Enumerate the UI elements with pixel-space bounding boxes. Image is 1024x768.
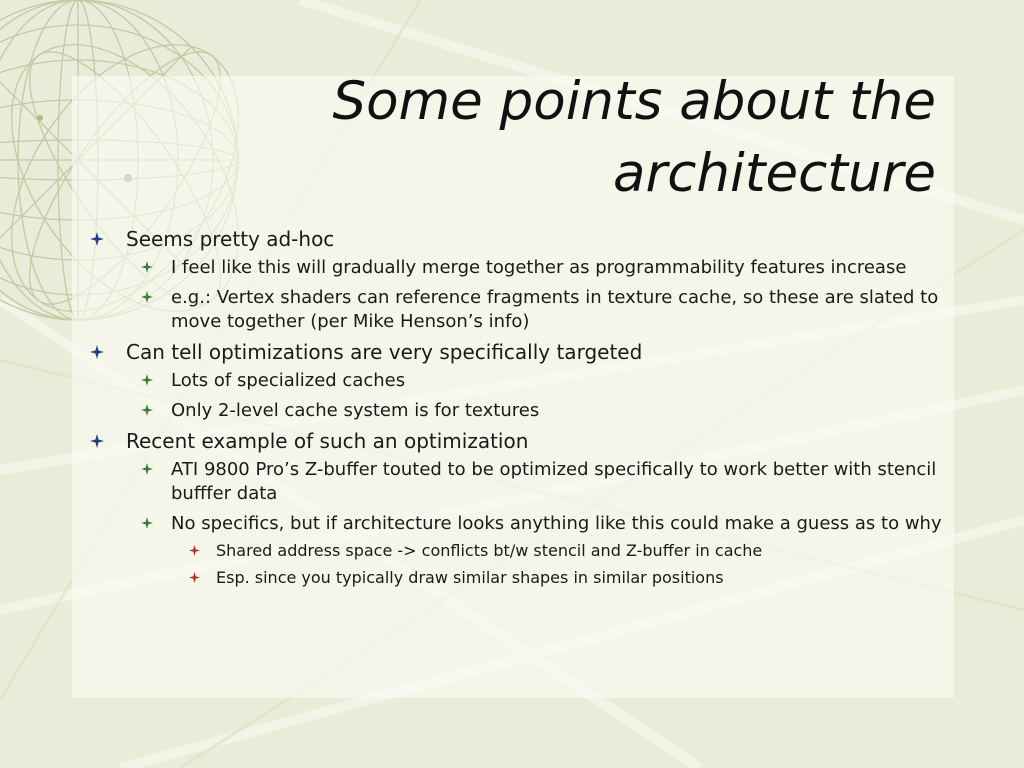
sub-bullet-text: Only 2-level cache system is for textures <box>171 400 540 421</box>
sub-bullet-item <box>86 256 946 280</box>
sub-bullet-list <box>126 369 946 423</box>
sub-bullet-text: ATI 9800 Pro’s Z-buffer touted to be optimized specifically to work better with stencil bufffer data <box>171 459 937 504</box>
sub-bullet-text: No specifics, but if architecture looks anything like this could make a guess as to why <box>171 513 942 534</box>
sub-bullet-text: Lots of specialized caches <box>171 370 406 391</box>
sub-bullet-item <box>86 458 946 506</box>
sub-sub-bullet-item <box>86 567 946 589</box>
sub-bullet-list <box>126 256 946 334</box>
sub-bullet-list <box>126 458 946 589</box>
sub-bullet-item <box>86 399 946 423</box>
bullet-item <box>86 339 946 423</box>
four-point-star-icon <box>141 463 153 475</box>
four-point-star-icon <box>90 232 104 246</box>
bullet-text: Can tell optimizations are very specifically targeted <box>126 340 643 364</box>
slide-title-line1: Some points about the <box>332 71 936 132</box>
bullet-content <box>86 226 946 589</box>
four-point-star-icon <box>189 545 200 556</box>
sub-sub-bullet-text: Esp. since you typically draw similar shapes in similar positions <box>216 568 724 587</box>
four-point-star-icon <box>141 374 153 386</box>
sub-bullet-item <box>86 369 946 393</box>
sub-bullet-text: e.g.: Vertex shaders can reference fragments in texture cache, so these are slated to move together (per Mike Henson’s info) <box>171 287 939 332</box>
four-point-star-icon <box>141 291 153 303</box>
slide-title-line2: architecture <box>612 143 936 204</box>
four-point-star-icon <box>189 572 200 583</box>
sub-sub-bullet-item <box>86 540 946 562</box>
sub-sub-bullet-list <box>171 540 946 589</box>
bullet-list <box>86 226 946 589</box>
sub-bullet-item <box>86 286 946 334</box>
bullet-item <box>86 226 946 334</box>
four-point-star-icon <box>141 517 153 529</box>
bullet-text: Recent example of such an optimization <box>126 429 529 453</box>
bullet-text: Seems pretty ad-hoc <box>126 227 335 251</box>
four-point-star-icon <box>90 345 104 359</box>
four-point-star-icon <box>141 261 153 273</box>
slide-title <box>216 66 936 210</box>
four-point-star-icon <box>90 434 104 448</box>
sub-sub-bullet-text: Shared address space -> conflicts bt/w stencil and Z-buffer in cache <box>216 541 763 560</box>
four-point-star-icon <box>141 404 153 416</box>
sub-bullet-text: I feel like this will gradually merge together as programmability features increase <box>171 257 907 278</box>
bullet-item <box>86 428 946 589</box>
sub-bullet-item <box>86 512 946 589</box>
